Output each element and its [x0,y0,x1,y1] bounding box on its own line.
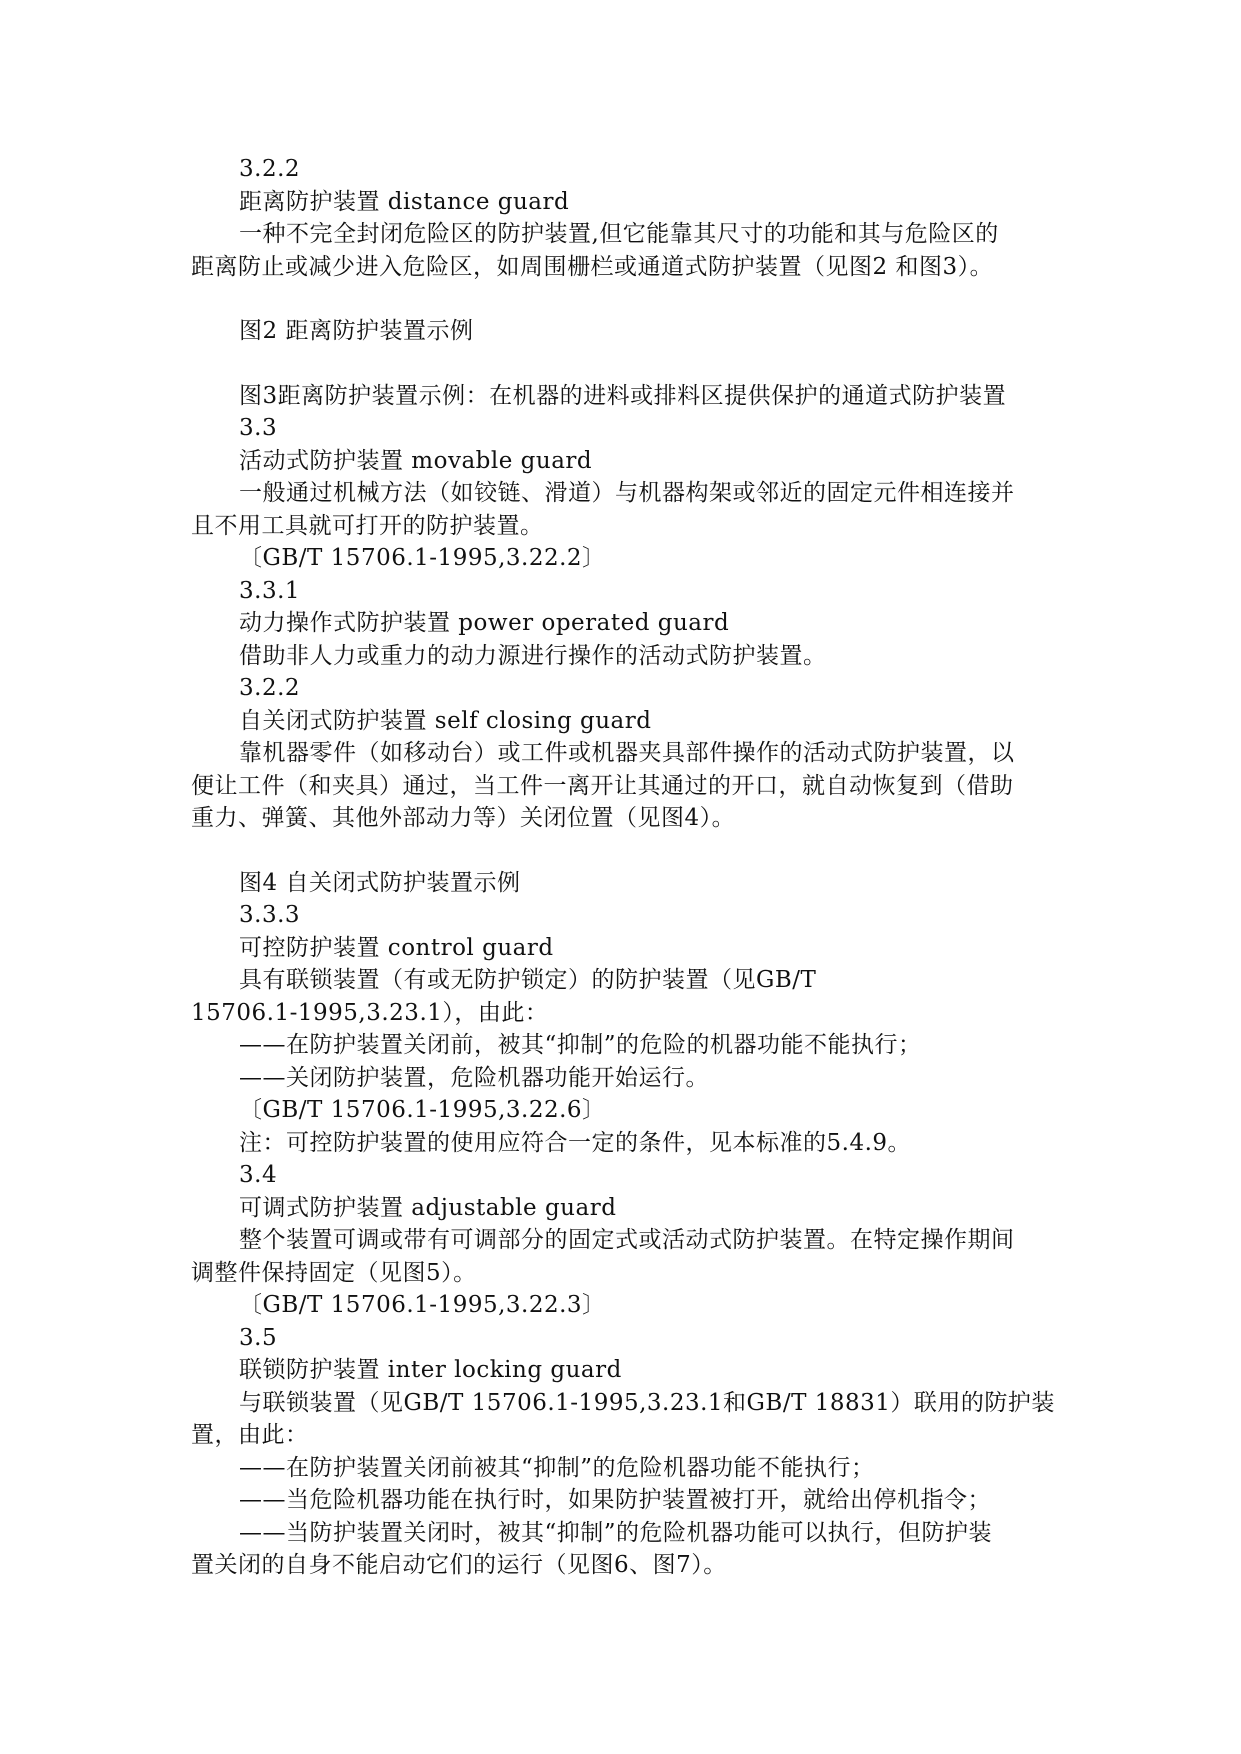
definition-line: 一般通过机械方法（如铰链、滑道）与机器构架或邻近的固定元件相连接并 [239,480,1015,506]
list-item: ——当防护装置关闭时，被其“抑制”的危险机器功能可以执行，但防护装 [239,1519,993,1546]
term-control-guard: 可控防护装置 control guard [239,934,554,961]
reference: 〔GB/T 15706.1-1995,3.22.3〕 [239,1292,606,1318]
term-power-operated-guard: 动力操作式防护装置 power operated guard [239,610,730,636]
document-page [191,153,1061,1582]
definition-line: 便让工件（和夹具）通过，当工件一离开让其通过的开口，就自动恢复到（借助 [191,772,1014,799]
list-item-continuation: 置关闭的自身不能启动它们的运行（见图6、图7）。 [191,1552,727,1578]
list-item: ——在防护装置关闭前，被其“抑制”的危险的机器功能不能执行； [239,1032,922,1058]
list-item: ——关闭防护装置，危险机器功能开始运行。 [239,1064,709,1091]
definition-line: 且不用工具就可打开的防护装置。 [191,512,544,539]
definition-line: 借助非人力或重力的动力源进行操作的活动式防护装置。 [239,642,827,669]
figure-caption-2: 图2 距离防护装置示例 [239,318,474,344]
note: 注：可控防护装置的使用应符合一定的条件，见本标准的5.4.9。 [239,1129,912,1156]
section-number-3-2-2: 3.2.2 [239,156,301,182]
definition-line: 调整件保持固定（见图5）。 [191,1259,477,1286]
list-item: ——在防护装置关闭前被其“抑制”的危险机器功能不能执行； [239,1454,875,1481]
definition-line: 与联锁装置（见GB/T 15706.1-1995,3.23.1和GB/T 18831）联用的防护装 [239,1389,1055,1416]
definition-line: 靠机器零件（如移动台）或工件或机器夹具部件操作的活动式防护装置，以 [239,740,1015,766]
spacer [191,283,1061,315]
reference: 〔GB/T 15706.1-1995,3.22.2〕 [239,545,606,571]
figure-caption-3: 图3距离防护装置示例：在机器的进料或排料区提供保护的通道式防护装置 [239,382,1007,409]
section-number-3-2-2-second: 3.2.2 [239,675,301,701]
definition-line: 15706.1-1995,3.23.1），由此： [191,999,549,1026]
term-distance-guard: 距离防护装置 distance guard [239,188,570,215]
definition-line: 一种不完全封闭危险区的防护装置,但它能靠其尺寸的功能和其与危险区的 [239,221,999,247]
section-number-3-3: 3.3 [239,415,278,441]
term-self-closing-guard: 自关闭式防护装置 self closing guard [239,707,652,734]
section-number-3-3-3: 3.3.3 [239,902,301,928]
list-item: ——当危险机器功能在执行时，如果防护装置被打开，就给出停机指令； [239,1487,991,1513]
definition-line: 具有联锁装置（有或无防护锁定）的防护装置（见GB/T [239,967,817,993]
section-number-3-3-1: 3.3.1 [239,577,301,604]
reference: 〔GB/T 15706.1-1995,3.22.6〕 [239,1097,606,1123]
spacer [191,348,1061,380]
definition-line: 距离防止或减少进入危险区，如周围栅栏或通道式防护装置（见图2 和图3）。 [191,253,994,280]
section-number-3-4: 3.4 [239,1162,278,1188]
definition-line: 置，由此： [191,1422,309,1448]
definition-line: 整个装置可调或带有可调部分的固定式或活动式防护装置。在特定操作期间 [239,1227,1015,1253]
term-adjustable-guard: 可调式防护装置 adjustable guard [239,1194,617,1221]
figure-caption-4: 图4 自关闭式防护装置示例 [239,869,521,896]
spacer [191,835,1061,867]
definition-line: 重力、弹簧、其他外部动力等）关闭位置（见图4）。 [191,805,736,831]
term-movable-guard: 活动式防护装置 movable guard [239,447,593,474]
section-number-3-5: 3.5 [239,1324,278,1351]
term-interlocking-guard: 联锁防护装置 inter locking guard [239,1357,622,1383]
